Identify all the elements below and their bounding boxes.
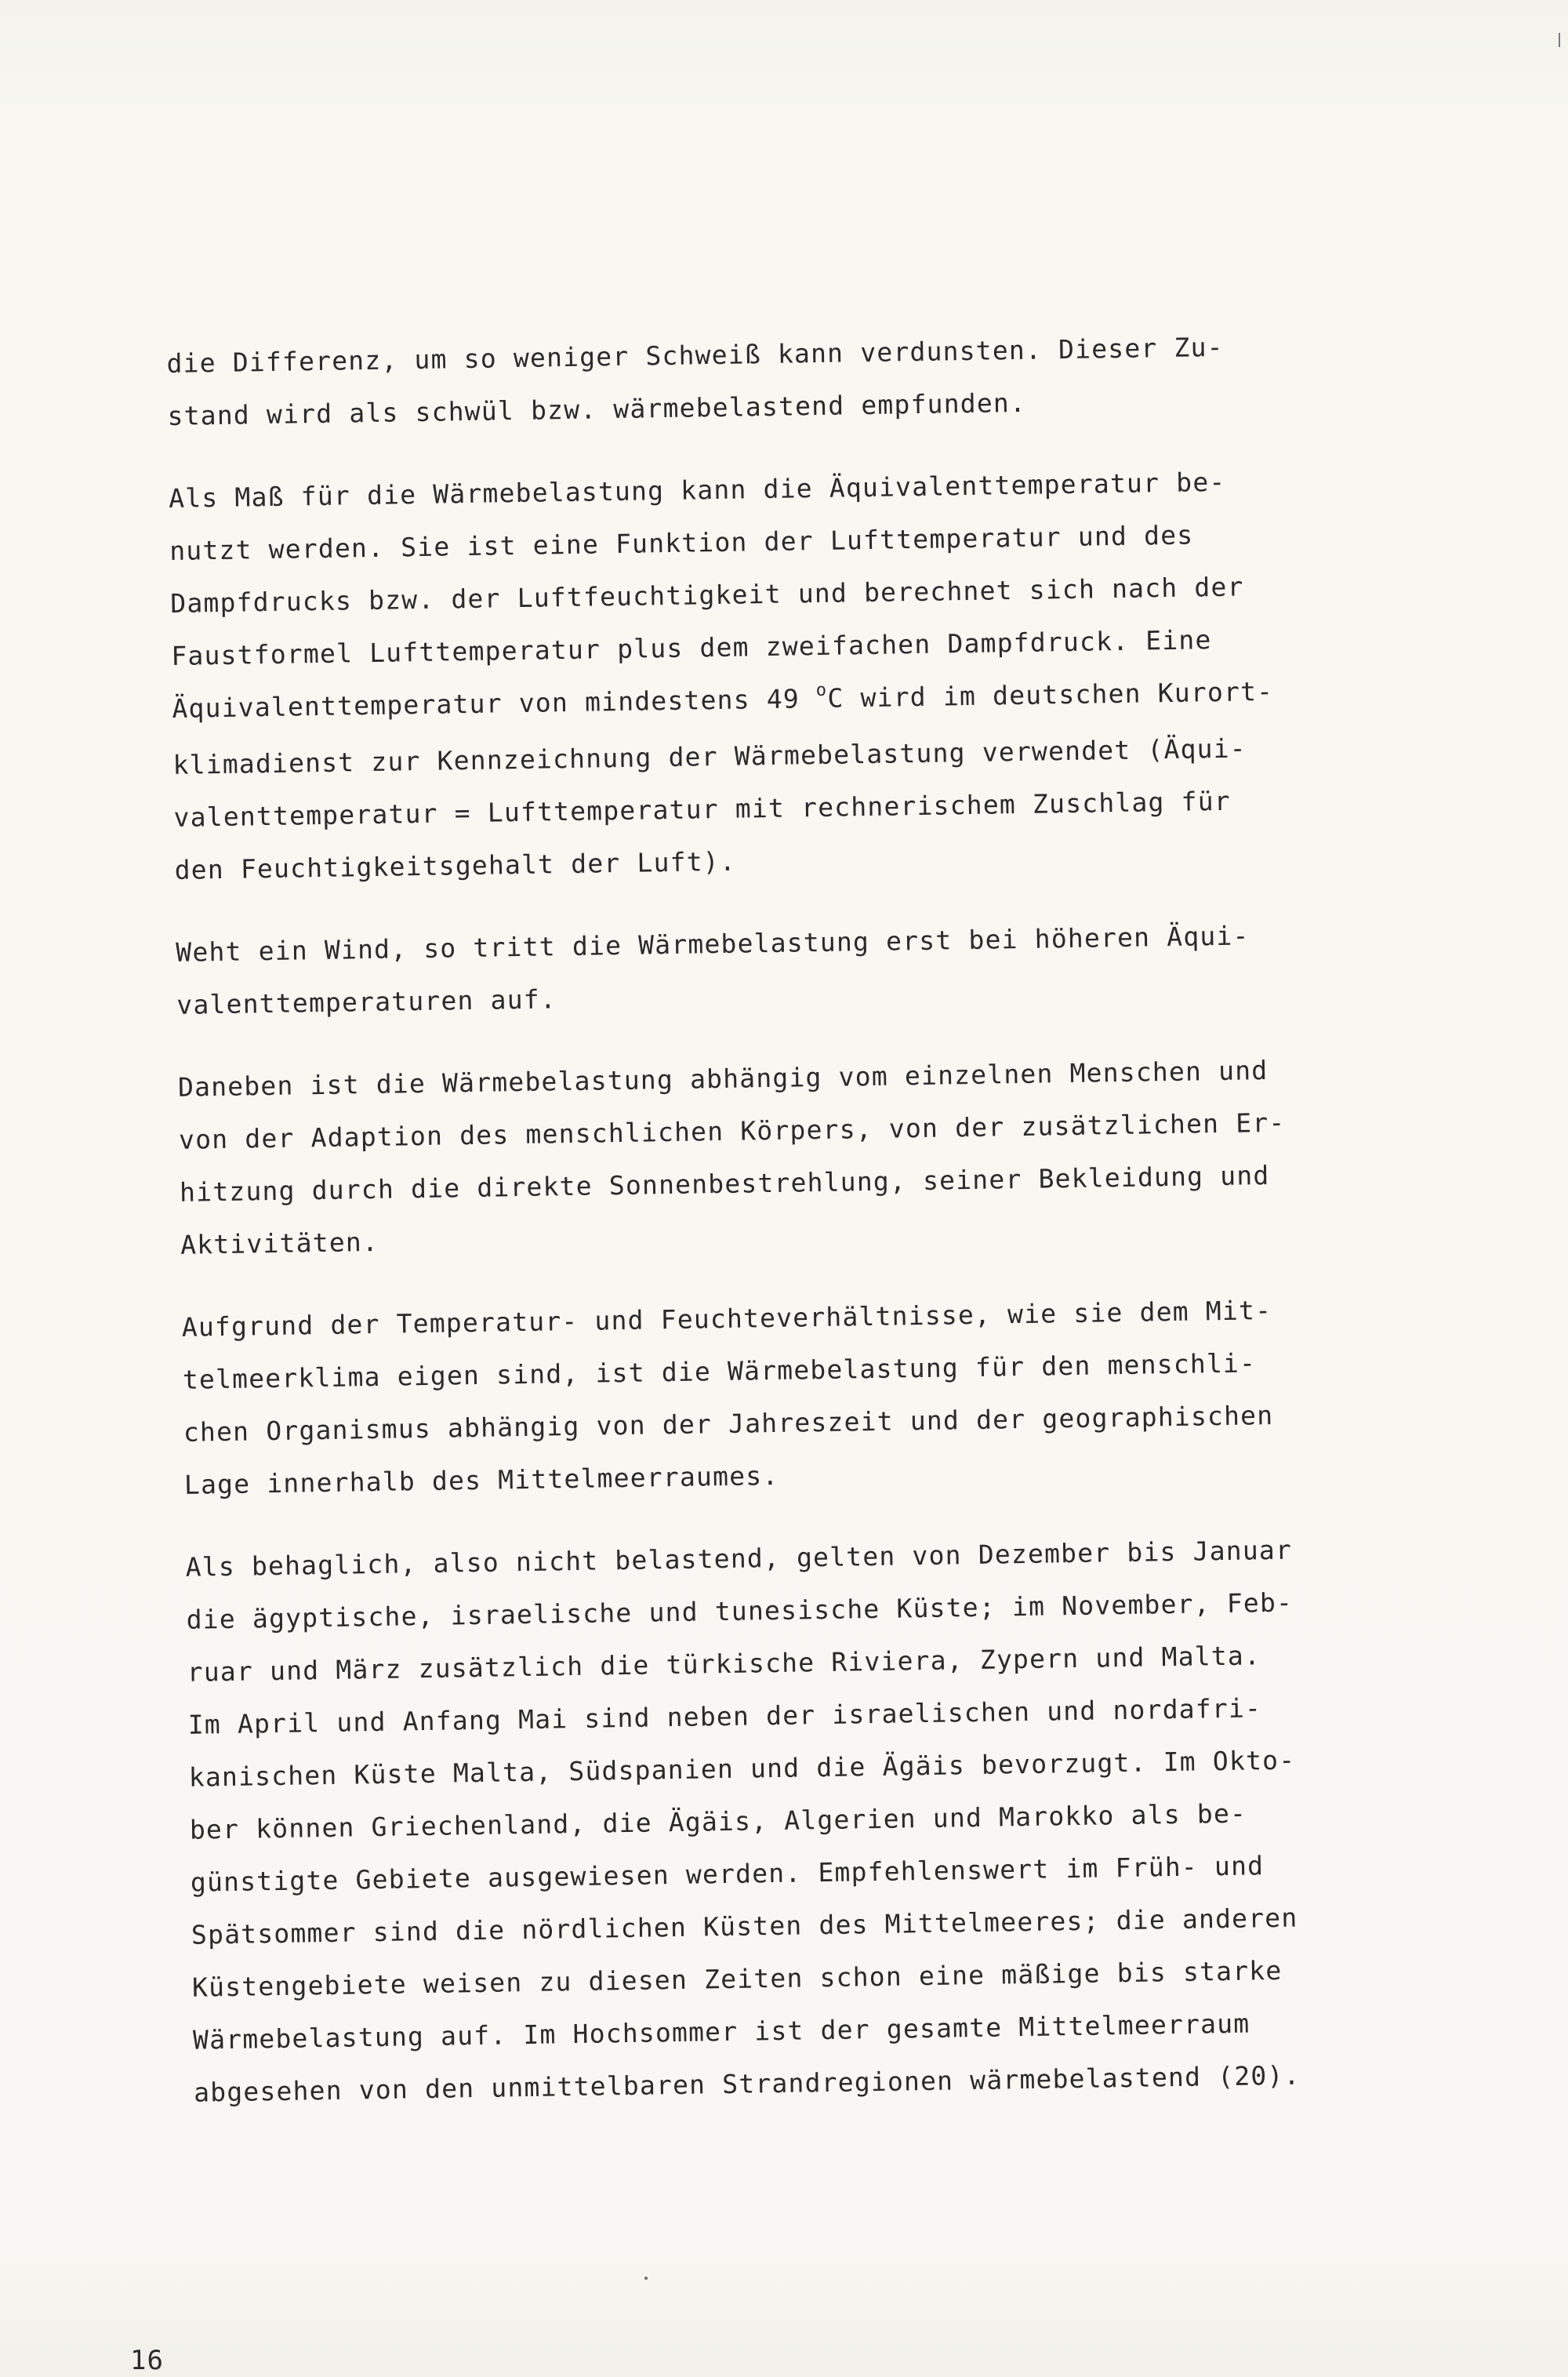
text-line: hitzung durch die direkte Sonnenbestrehlung, seiner Bekleidung und — [179, 1160, 1270, 1208]
text-line: nutzt werden. Sie ist eine Funktion der Lufttemperatur und des — [169, 519, 1194, 566]
text-line: Dampfdrucks bzw. der Luftfeuchtigkeit und berechnet sich nach der — [170, 571, 1244, 619]
text-line: chen Organismus abhängig von der Jahreszeit und der geographischen — [183, 1399, 1274, 1448]
paragraph-5 — [181, 1281, 1478, 1511]
text-line: günstigte Gebiete ausgewiesen werden. Empfehlenswert im Früh- und — [190, 1850, 1265, 1898]
text-line: telmeerklima eigen sind, ist die Wärmebelastung für den menschli- — [182, 1347, 1257, 1395]
text-line: ber können Griechenland, die Ägäis, Algerien und Marokko als be- — [189, 1797, 1247, 1845]
text-line: Als behaglich, also nicht belastend, gelten von Dezember bis Januar — [185, 1534, 1293, 1583]
text-line: Wärmebelastung auf. Im Hochsommer ist der gesamte Mittelmeerraum — [192, 2008, 1250, 2055]
text-line: Daneben ist die Wärmebelastung abhängig vom einzelnen Menschen und — [177, 1055, 1269, 1103]
paragraph-1 — [166, 317, 1461, 442]
text-line: Aufgrund der Temperatur- und Feuchteverhältnisse, wie sie dem Mit- — [181, 1295, 1272, 1343]
paragraph-4 — [177, 1041, 1474, 1271]
body-text — [166, 317, 1488, 2149]
text-line: Küstengebiete weisen zu diesen Zeiten schon eine mäßige bis starke — [191, 1954, 1283, 2003]
text-line: Faustformel Lufttemperatur plus dem zweifachen Dampfdruck. Eine — [171, 624, 1212, 671]
edge-mark — [1559, 33, 1560, 47]
text-line: abgesehen von den unmittelbaren Strandregionen wärmebelastend (20). — [193, 2059, 1301, 2108]
text-line: stand wird als schwül bzw. wärmebelastend empfunden. — [167, 387, 1027, 431]
text-line: Weht ein Wind, so tritt die Wärmebelastung erst bei höheren Äqui- — [176, 920, 1250, 968]
text-line: von der Adaption des menschlichen Körpers, von der zusätzlichen Er- — [178, 1107, 1286, 1155]
text-line: valenttemperatur = Lufttemperatur mit rechnerischem Zuschlag für — [173, 785, 1232, 833]
page-number: 16 — [130, 2345, 164, 2376]
paragraph-3 — [176, 906, 1471, 1031]
text-line: den Feuchtigkeitsgehalt der Luft). — [174, 845, 737, 885]
temperature-text-before: Äquivalenttemperatur von mindestens 49 — [172, 683, 817, 724]
text-line: kanischen Küste Malta, Südspanien und die Ägäis bevorzugt. Im Okto- — [188, 1744, 1296, 1793]
degree-superscript: o — [815, 680, 828, 701]
paragraph-2 — [169, 452, 1468, 896]
text-line: die Differenz, um so weniger Schweiß kann verdunsten. Dieser Zu- — [166, 331, 1225, 379]
paragraph-6 — [185, 1521, 1487, 2119]
text-line: Spätsommer sind die nördlichen Küsten des Mittelmeeres; die anderen — [191, 1902, 1298, 1950]
text-line: valenttemperaturen auf. — [176, 983, 557, 1020]
text-line: die ägyptische, israelische und tunesische Küste; im November, Feb- — [186, 1586, 1294, 1635]
text-line: Im April und Anfang Mai sind neben der israelischen und nordafri- — [187, 1692, 1262, 1740]
text-line: Als Maß für die Wärmebelastung kann die Äquivalenttemperatur be- — [168, 466, 1226, 514]
text-line: klimadienst zur Kennzeichnung der Wärmebelastung verwendet (Äqui- — [172, 732, 1247, 780]
paper-speck — [644, 2277, 648, 2280]
text-line: Lage innerhalb des Mittelmeerraumes. — [183, 1459, 779, 1500]
temperature-text-after: C wird im deutschen Kurort- — [827, 675, 1274, 714]
text-line: ruar und März zusätzlich die türkische Riviera, Zypern und Malta. — [187, 1640, 1261, 1688]
text-line: Aktivitäten. — [180, 1226, 379, 1260]
